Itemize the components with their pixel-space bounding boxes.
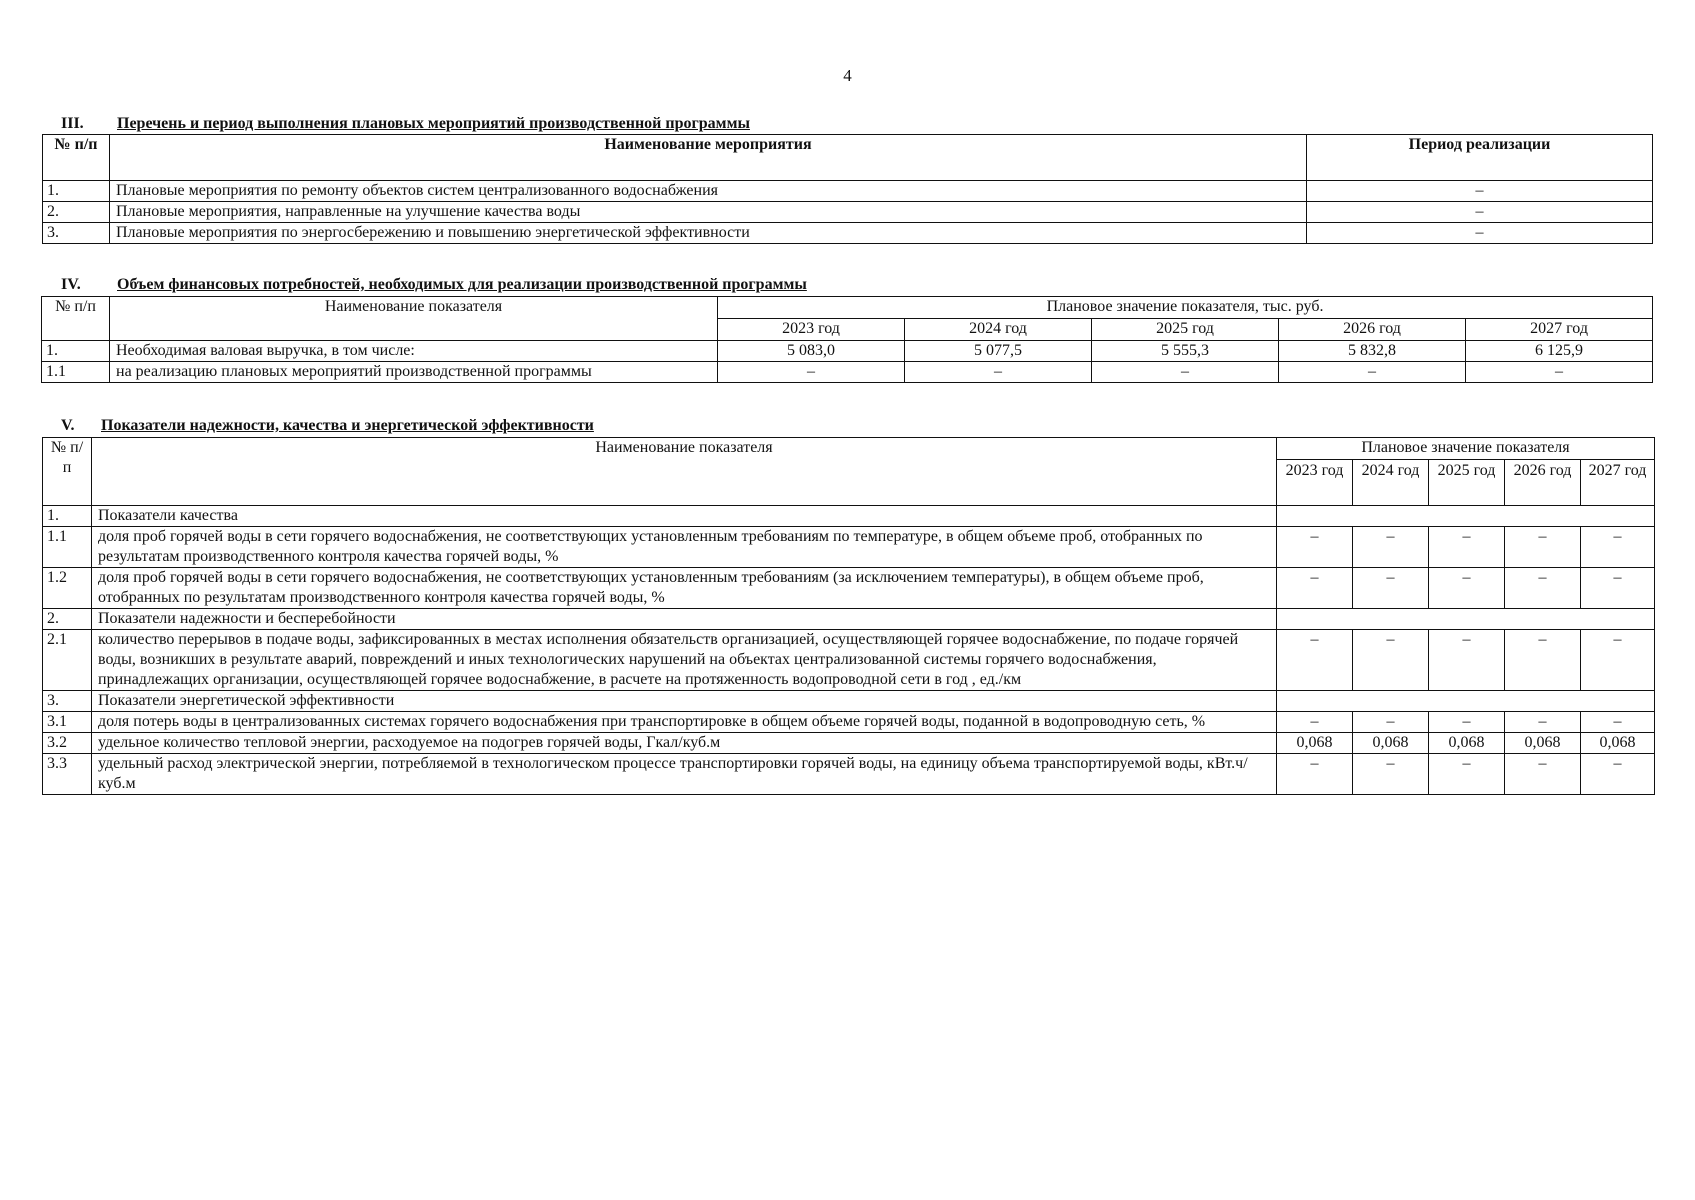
row-value: – [1466,362,1653,383]
row-name: Плановые мероприятия по ремонту объектов систем централизованного водоснабжения [110,181,1307,202]
row-value: – [1581,630,1655,691]
row-period: – [1307,223,1653,244]
table-row [43,202,1653,223]
year-header: 2026 год [1279,319,1466,341]
section-4-title [61,276,807,294]
table-row [43,712,1655,733]
row-value: 5 083,0 [718,341,905,362]
row-value: – [1353,527,1429,568]
row-name: Показатели качества [92,506,1277,527]
year-header: 2024 год [1353,460,1429,506]
row-name: удельный расход электрической энергии, потребляемой в технологическом процессе транспортировки горячей воды, на единицу объема транспортируемой воды, кВт.ч/куб.м [92,754,1277,795]
section-3-roman: III. [61,115,84,132]
group-empty-cell [1277,506,1655,527]
header-period: Период реализации [1307,135,1653,181]
row-value: 5 077,5 [905,341,1092,362]
row-value: 0,068 [1429,733,1505,754]
row-value: – [1277,712,1353,733]
row-value: – [1581,754,1655,795]
header-num: № п/п [42,297,110,341]
year-header: 2025 год [1092,319,1279,341]
row-value: – [1092,362,1279,383]
row-value: – [1505,568,1581,609]
row-value: – [1505,712,1581,733]
row-value: 5 555,3 [1092,341,1279,362]
row-num: 1. [43,181,110,202]
section-5-heading: Показатели надежности, качества и энергетической эффективности [101,417,594,434]
section-4-heading: Объем финансовых потребностей, необходимых для реализации производственной программы [117,276,807,293]
row-value: – [1429,527,1505,568]
row-value: 0,068 [1505,733,1581,754]
row-value: – [1505,630,1581,691]
header-name: Наименование мероприятия [110,135,1307,181]
row-value: – [1277,527,1353,568]
table-row [43,223,1653,244]
section-3-title [61,115,750,133]
year-header: 2025 год [1429,460,1505,506]
table-row [43,630,1655,691]
row-name: доля проб горячей воды в сети горячего водоснабжения, не соответствующих установленным требованиям (за исключением температуры), в общем объеме проб, отобранных по результатам производственного контроля качества горячей воды, % [92,568,1277,609]
row-name: Показатели энергетической эффективности [92,691,1277,712]
row-value: – [1277,568,1353,609]
row-value: – [1581,568,1655,609]
row-num: 1. [43,506,92,527]
year-header: 2023 год [718,319,905,341]
group-row [43,609,1655,630]
table-row [43,181,1653,202]
row-num: 1. [42,341,110,362]
row-num: 2. [43,202,110,223]
header-name: Наименование показателя [110,297,718,341]
section-4-header-row-1 [42,297,1653,319]
row-period: – [1307,181,1653,202]
row-name: Плановые мероприятия по энергосбережению и повышению энергетической эффективности [110,223,1307,244]
row-name: доля проб горячей воды в сети горячего водоснабжения, не соответствующих установленным требованиям по температуре, в общем объеме проб, отобранных по результатам производственного контроля качества горячей воды, % [92,527,1277,568]
row-name: количество перерывов в подаче воды, зафиксированных в местах исполнения обязательств организацией, осуществляющей горячее водоснабжение, по подаче горячей воды, возникших в результате аварий, повреждений и иных технологических нарушений на объектах централизованной системы горячего водоснабжения, принадлежащих организации, осуществляющей горячее водоснабжение, в расчете на протяженность водопроводной сети в год , ед./км [92,630,1277,691]
row-name: Необходимая валовая выручка, в том числе: [110,341,718,362]
table-row [43,754,1655,795]
row-value: 0,068 [1581,733,1655,754]
row-value: – [1277,630,1353,691]
row-value: – [1429,754,1505,795]
table-row [42,362,1653,383]
section-5-roman: V. [61,417,75,434]
page-number: 4 [843,66,852,85]
section-3-table [42,134,1653,244]
table-row [43,568,1655,609]
row-num: 1.2 [43,568,92,609]
row-value: – [1429,568,1505,609]
group-row [43,506,1655,527]
group-row [43,691,1655,712]
year-header: 2026 год [1505,460,1581,506]
row-value: 5 832,8 [1279,341,1466,362]
row-value: – [1581,527,1655,568]
row-value: 0,068 [1277,733,1353,754]
row-name: доля потерь воды в централизованных системах горячего водоснабжения при транспортировке в общем объеме горячей воды, поданной в водопроводную сеть, % [92,712,1277,733]
row-num: 3.2 [43,733,92,754]
row-value: – [1277,754,1353,795]
row-name: удельное количество тепловой энергии, расходуемое на подогрев горячей воды, Гкал/куб.м [92,733,1277,754]
row-value: – [1429,630,1505,691]
row-name: на реализацию плановых мероприятий производственной программы [110,362,718,383]
row-num: 1.1 [43,527,92,568]
row-num: 3.3 [43,754,92,795]
section-4-table [41,296,1653,383]
row-num: 3. [43,691,92,712]
year-header: 2027 год [1466,319,1653,341]
row-value: – [1505,754,1581,795]
table-row [42,341,1653,362]
row-name: Плановые мероприятия, направленные на улучшение качества воды [110,202,1307,223]
section-5-table [42,437,1655,795]
section-3-heading: Перечень и период выполнения плановых мероприятий производственной программы [117,115,750,132]
row-num: 3.1 [43,712,92,733]
group-empty-cell [1277,609,1655,630]
row-period: – [1307,202,1653,223]
row-value: – [1353,568,1429,609]
row-value: – [1353,754,1429,795]
row-value: – [1581,712,1655,733]
row-value: – [1353,712,1429,733]
row-value: – [905,362,1092,383]
row-num: 2. [43,609,92,630]
row-value: 0,068 [1353,733,1429,754]
header-num: № п/п [43,135,110,181]
row-value: – [1279,362,1466,383]
section-3-header-row [43,135,1653,181]
row-num: 1.1 [42,362,110,383]
row-value: 6 125,9 [1466,341,1653,362]
header-name: Наименование показателя [92,438,1277,506]
section-5-header-row-1 [43,438,1655,460]
header-plan: Плановое значение показателя [1277,438,1655,460]
row-value: – [1505,527,1581,568]
row-name: Показатели надежности и бесперебойности [92,609,1277,630]
row-num: 3. [43,223,110,244]
group-empty-cell [1277,691,1655,712]
header-plan: Плановое значение показателя, тыс. руб. [718,297,1653,319]
row-num: 2.1 [43,630,92,691]
year-header: 2027 год [1581,460,1655,506]
table-row [43,527,1655,568]
section-4-roman: IV. [61,276,81,293]
row-value: – [718,362,905,383]
row-value: – [1353,630,1429,691]
section-5-title [61,417,594,435]
row-value: – [1429,712,1505,733]
header-num: № п/п [43,438,92,506]
table-row [43,733,1655,754]
year-header: 2023 год [1277,460,1353,506]
year-header: 2024 год [905,319,1092,341]
